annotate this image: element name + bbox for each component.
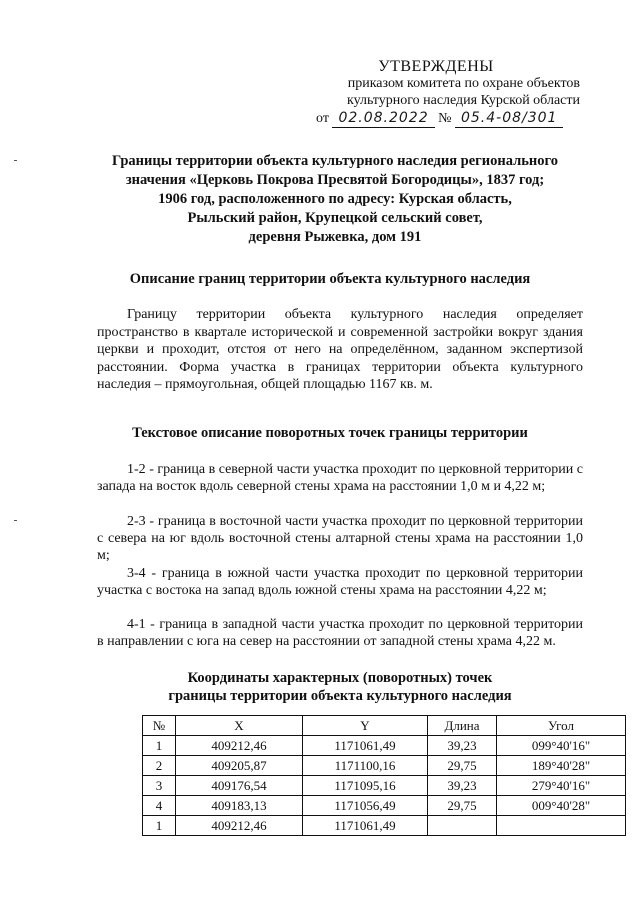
scan-mark [14, 160, 17, 161]
title-line: 1906 год, расположенного по адресу: Курская область, [158, 191, 512, 207]
table-row [143, 776, 626, 796]
cell-length [428, 816, 497, 836]
cell-y: 1171095,16 [303, 776, 428, 796]
coordinates-heading [100, 669, 580, 705]
approval-line-1: приказом комитета по охране объектов [347, 76, 580, 91]
cell-number: 4 [143, 796, 176, 816]
from-label: от [316, 111, 329, 126]
table-header-row [143, 716, 626, 736]
table-row [143, 816, 626, 836]
approval-number: 05.4-08/301 [455, 110, 563, 128]
cell-y: 1171061,49 [303, 816, 428, 836]
cell-angle [497, 816, 626, 836]
description-heading: Описание границ территории объекта культурного наследия [129, 271, 531, 287]
title-line: значения «Церковь Покрова Пресвятой Богородицы», 1837 год; [125, 172, 545, 188]
column-header-angle: Угол [497, 716, 626, 736]
turning-point-item: 3-4 - граница в южной части участка проходит по церковной территории участка с востока на запад вдоль южной стены храма на расстоянии 4,22 м; [97, 566, 583, 598]
cell-number: 1 [143, 816, 176, 836]
approval-line-2: культурного наследия Курской области [346, 93, 580, 108]
table-row [143, 756, 626, 776]
cell-number: 3 [143, 776, 176, 796]
cell-length: 29,75 [428, 796, 497, 816]
title-line: деревня Рыжевка, дом 191 [248, 229, 422, 245]
cell-x: 409212,46 [176, 736, 303, 756]
cell-x: 409176,54 [176, 776, 303, 796]
cell-angle: 099°40'16" [497, 736, 626, 756]
title-line: Границы территории объекта культурного наследия регионального [112, 153, 558, 169]
column-header-length: Длина [428, 716, 497, 736]
cell-y: 1171056,49 [303, 796, 428, 816]
title-line: Рыльский район, Крупецкой сельский совет, [187, 210, 483, 226]
column-header-number: № [143, 716, 176, 736]
cell-number: 2 [143, 756, 176, 776]
cell-y: 1171061,49 [303, 736, 428, 756]
cell-number: 1 [143, 736, 176, 756]
coordinates-table [142, 715, 626, 836]
scan-mark [14, 520, 17, 521]
cell-x: 409205,87 [176, 756, 303, 776]
turning-point-item: 4-1 - граница в западной части участка проходит по церковной территории в направлении с юга на север на расстоянии от западной стены храма 4,22 м. [97, 617, 583, 649]
turning-point-item: 2-3 - граница в восточной части участка проходит по церковной территории с севера на юг вдоль восточной стены алтарной стены храма на расстоянии 1,0 м; [97, 514, 583, 563]
approval-date-number-row [300, 110, 600, 128]
turning-points-heading: Текстовое описание поворотных точек границы территории [132, 425, 528, 441]
document-title [90, 152, 580, 247]
coordinates-heading-line-2: границы территории объекта культурного наследия [168, 688, 512, 704]
cell-length: 39,23 [428, 736, 497, 756]
coordinates-heading-line-1: Координаты характерных (поворотных) точек [187, 670, 493, 686]
column-header-y: Y [303, 716, 428, 736]
number-label: № [438, 111, 452, 126]
cell-y: 1171100,16 [303, 756, 428, 776]
approval-date: 02.08.2022 [332, 110, 434, 128]
cell-angle: 009°40'28" [497, 796, 626, 816]
approval-block [300, 58, 600, 128]
cell-x: 409183,13 [176, 796, 303, 816]
description-text: Границу территории объекта культурного наследия определяет пространство в квартале исторической и современной застройки вокруг здания церкви и проходит, отстоя от него на определённом, заданном экспертизой расстоянии. Форма участка в границах территории объекта культурного наследия – прямоугольная, общей площадью 1167 кв. м. [97, 307, 583, 392]
cell-x: 409212,46 [176, 816, 303, 836]
cell-angle: 279°40'16" [497, 776, 626, 796]
cell-angle: 189°40'28" [497, 756, 626, 776]
table-row [143, 736, 626, 756]
turning-point-item: 1-2 - граница в северной части участка проходит по церковной территории с запада на восток вдоль северной стены храма на расстоянии 1,0 м и 4,22 м; [97, 462, 583, 494]
table-row [143, 796, 626, 816]
cell-length: 39,23 [428, 776, 497, 796]
column-header-x: X [176, 716, 303, 736]
cell-length: 29,75 [428, 756, 497, 776]
approval-heading: УТВЕРЖДЕНЫ [378, 58, 494, 75]
